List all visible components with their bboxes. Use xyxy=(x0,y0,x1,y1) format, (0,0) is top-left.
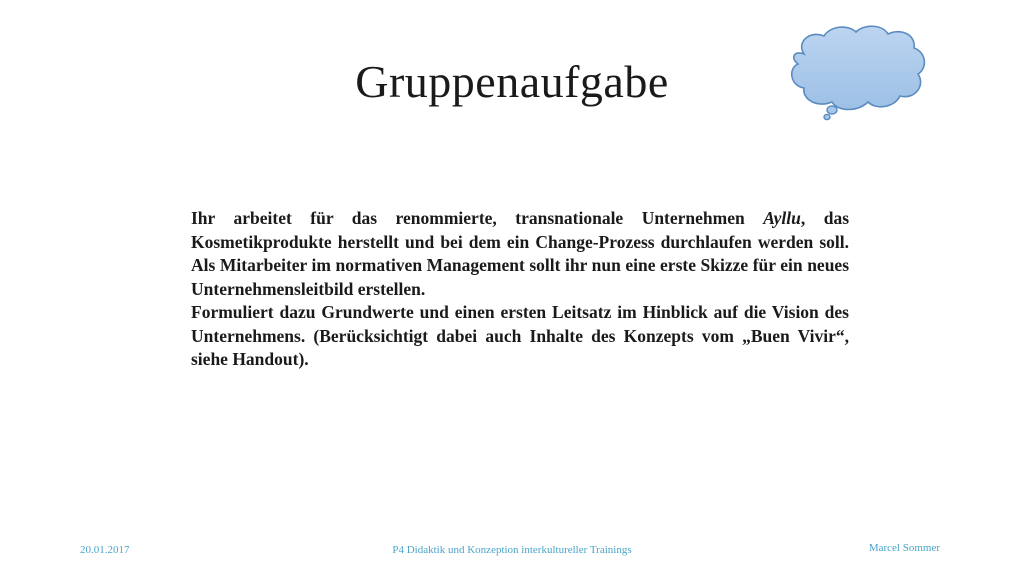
thought-cloud-icon xyxy=(786,24,928,122)
footer-date: 20.01.2017 xyxy=(80,544,130,556)
company-name: Ayllu xyxy=(763,208,801,228)
slide-title: Gruppenaufgabe xyxy=(355,56,669,107)
task-paragraph-2: Formuliert dazu Grundwerte und einen ersten Leitsatz im Hinblick auf die Vision des Unternehmens. (Berücksichtigt dabei auch Inhalte des Konzepts vom „Buen Vivir“, siehe Handout). xyxy=(191,302,849,369)
footer-author: Marcel Sommer xyxy=(868,542,940,554)
task-paragraph-1-part1: Ihr arbeitet für das renommierte, transnationale Unternehmen xyxy=(191,208,764,228)
task-paragraph-1-part2: , das Kosmetikprodukte herstellt und bei dem ein Change-Prozess durchlaufen werden soll. Als Mitarbeiter im normativen Management sollt ihr nun eine erste Skizze für ein neues Unternehmensleitbild erstellen. xyxy=(191,208,850,299)
task-paragraph-1 xyxy=(191,207,849,301)
footer-course: P4 Didaktik und Konzeption interkultureller Trainings xyxy=(392,544,632,556)
task-description xyxy=(191,207,849,372)
